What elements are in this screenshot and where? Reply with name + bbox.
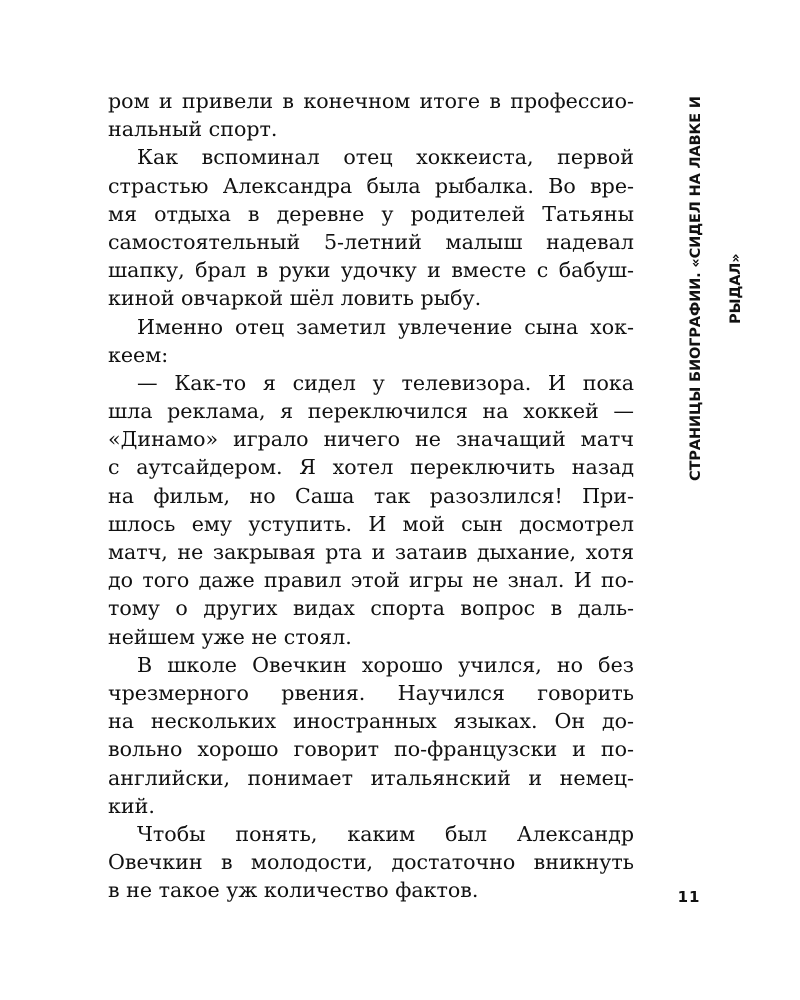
text-line: Чтобы понять, каким был Александр xyxy=(137,821,634,846)
text-line: шла реклама, я переключился на хоккей — xyxy=(108,399,634,424)
text-line: на фильм, но Саша так разозлился! При- xyxy=(108,483,634,508)
text-line: — Как-то я сидел у телевизора. И пока xyxy=(137,370,634,395)
text-line: самостоятельный 5-летний малыш надевал xyxy=(108,229,634,254)
text-line: В школе Овечкин хорошо учился, но без xyxy=(137,652,634,677)
text-line: Именно отец заметил увлечение сына хок- xyxy=(137,314,634,339)
text-line: шлось ему уступить. И мой сын досмотрел xyxy=(108,511,634,536)
text-line: на нескольких иностранных языках. Он до- xyxy=(108,709,634,734)
text-line: «Динамо» играло ничего не значащий матч xyxy=(108,427,634,452)
running-head: СТРАНИЦЫ БИОГРАФИИ. «СИДЕЛ НА ЛАВКЕ И РЫДАЛ» xyxy=(687,96,744,482)
text-line: английски, понимает итальянский и немец- xyxy=(108,765,634,790)
text-line: вольно хорошо говорит по-французски и по- xyxy=(108,737,634,762)
text-line: матч, не закрывая рта и затаив дыхание, хотя xyxy=(108,540,634,564)
text-line: в не такое уж количество фактов. xyxy=(108,878,479,903)
text-line: шапку, брал в руки удочку и вместе с бабуш- xyxy=(108,258,634,283)
text-line: мя отдыха в деревне у родителей Татьяны xyxy=(108,201,634,226)
text-line: киной овчаркой шёл ловить рыбу. xyxy=(108,286,482,311)
text-line: до того даже правил этой игры не знал. И по- xyxy=(108,568,634,593)
text-line: Как вспоминал отец хоккеиста, первой xyxy=(137,145,634,170)
text-line: с аутсайдером. Я хотел переключить назад xyxy=(108,455,634,480)
text-line: Овечкин в молодости, достаточно вникнуть xyxy=(108,850,634,875)
text-line: страстью Александра была рыбалка. Во вре- xyxy=(108,173,634,198)
text-line: нейшем уже не стоял. xyxy=(108,624,352,649)
text-line: чрезмерного рвения. Научился говорить xyxy=(108,680,634,705)
text-line: тому о других видах спорта вопрос в даль- xyxy=(108,596,634,621)
body-text xyxy=(108,87,634,904)
text-line: нальный спорт. xyxy=(108,117,278,142)
page-number: 11 xyxy=(677,888,701,906)
text-line: кий. xyxy=(108,793,155,818)
text-line: ром и привели в конечном итоге в профессио- xyxy=(108,89,634,113)
text-line: кеем: xyxy=(108,342,169,367)
